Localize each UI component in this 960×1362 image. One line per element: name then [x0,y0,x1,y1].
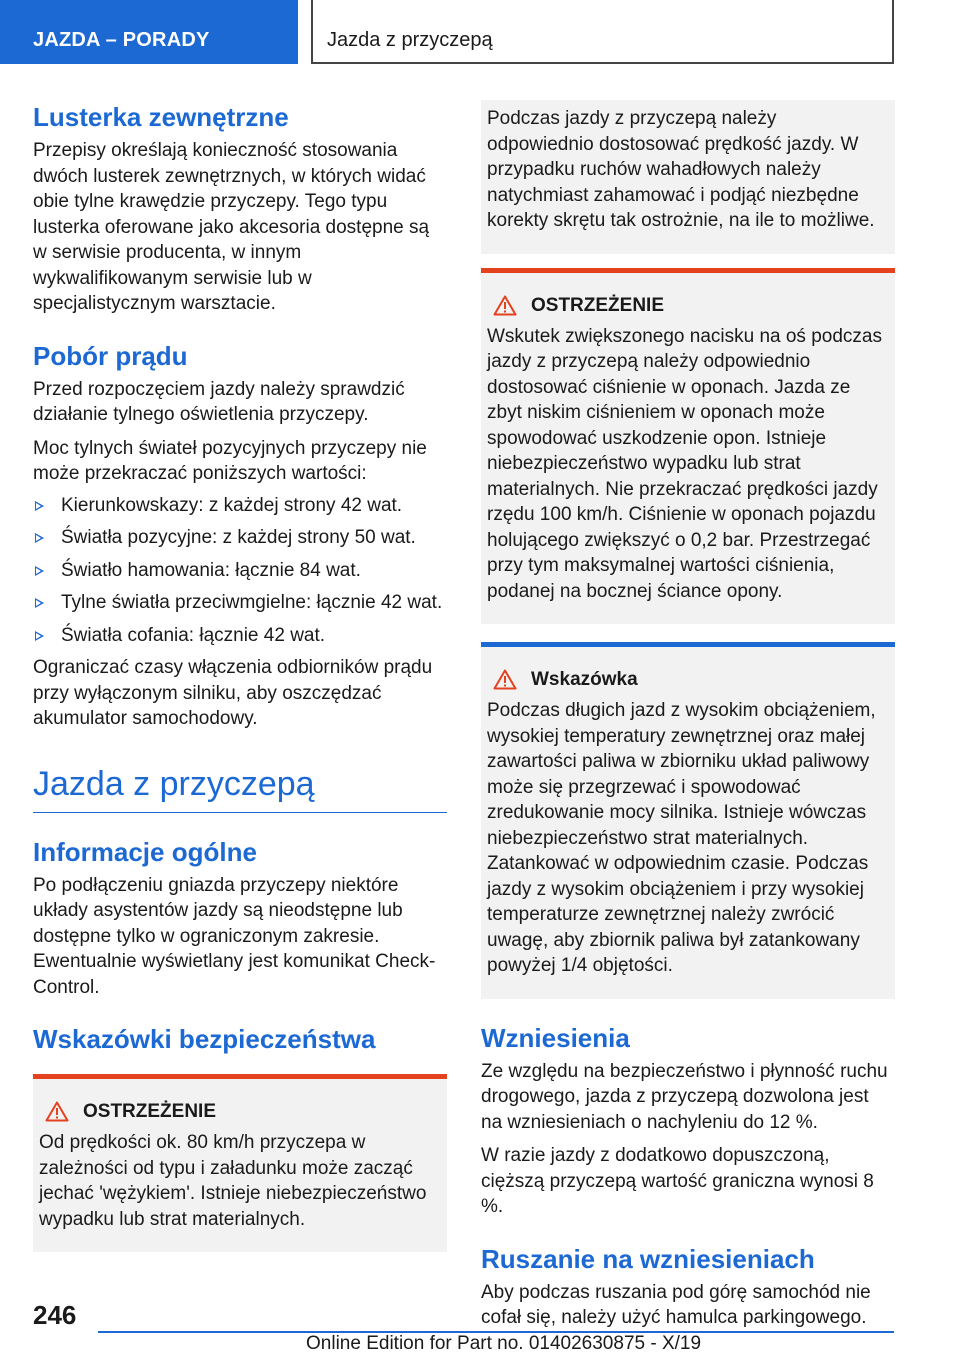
paragraph-mirrors: Przepisy określają konieczność stosowania dwóch lusterek zewnętrznych, w których widać obie tylne krawędzie przyczepy. Tego typu lusterka oferowane jako akcesoria dostępne są w serwisie producenta, w innym wykwalifikowanym serwisie lub w specjalistycznym warsztacie. [33,140,430,314]
note-title: Wskazówka [487,667,887,692]
footer-edition: Online Edition for Part no. 01402630875 - X/19 [306,1333,702,1354]
note-box [481,642,895,999]
triangle-bullet-icon [35,501,44,511]
note-text: Podczas długich jazd z wysokim obciążeniem, wysokiej temperatury zewnętrznej oraz małej zawartości paliwa w zbiorniku układ paliwowy może się przegrzewać i spowodować zredukowanie mocy silnika. Istnieje wówczas niebezpieczeństwo strat materialnych. Zatankować w odpowiednim czasie. Podczas jazdy z wysokim obciążeniem i przy wysokiej temperaturze zewnętrznej należy zwrócić uwagę, aby zbiornik paliwa był zatankowany powyżej 1/4 objętości. [487,700,876,976]
warning-triangle-icon [493,295,517,316]
continued-text: Podczas jazdy z przyczepą należy odpowiednio dostosować prędkość jazdy. W przypadku ruchów wahadłowych należy natychmiast zahamować i podjąć niezbędne korekty skrętu tak ostrożnie, na ile to możliwe. [487,108,875,231]
triangle-bullet-icon [35,631,44,641]
list-item: Światło hamowania: łącznie 84 wat. [33,558,447,584]
warning-triangle-icon [493,669,517,690]
paragraph-slopes-2: W razie jazdy z dodatkowo dopuszczoną, cięższą przyczepą wartość graniczna wynosi 8 %. [481,1145,874,1217]
heading-power: Pobór prądu [33,340,188,371]
warning-box [481,268,895,625]
list-item: Tylne światła przeciwmgielne: łącznie 42 wat. [33,590,447,616]
warning-triangle-icon [45,1101,69,1122]
list-item: Kierunkowskazy: z każdej strony 42 wat. [33,493,447,519]
chapter-title: Jazda z przyczepą [33,764,315,803]
section-header: JAZDA – PORADY [0,0,298,64]
power-limits-list [33,493,447,649]
heading-slopes: Wzniesienia [481,1022,630,1053]
warning-text: Od prędkości ok. 80 km/h przyczepa w zależności od typu i załadunku może zacząć jechać 'wężykiem'. Istnieje niebezpieczeństwo wypadku lub strat materialnych. [39,1132,427,1230]
heading-mirrors: Lusterka zewnętrzne [33,102,289,132]
triangle-bullet-icon [35,566,44,576]
heading-safety: Wskazówki bezpieczeństwa [33,1024,376,1054]
warning-title: OSTRZEŻENIE [487,293,887,318]
triangle-bullet-icon [35,598,44,608]
heading-general: Informacje ogólne [33,836,257,867]
paragraph-power-1: Przed rozpoczęciem jazdy należy sprawdzić działanie tylnego oświetlenia przyczepy. [33,378,405,425]
page-number: 246 [33,1300,77,1330]
paragraph-power-3: Ograniczać czasy włączenia odbiorników prądu przy wyłączonym silniku, aby oszczędzać akumulator samochodowy. [33,657,433,729]
right-column [481,100,895,1331]
left-column [33,100,447,1252]
warning-title: OSTRZEŻENIE [39,1099,439,1124]
warning-box [33,1074,447,1252]
heading-hill-start: Ruszanie na wzniesieniach [481,1243,815,1274]
paragraph-power-2: Moc tylnych świateł pozycyjnych przyczepy nie może przekraczać poniższych wartości: [33,437,427,484]
paragraph-general: Po podłączeniu gniazda przyczepy niektóre układy asystentów jazdy są nieodstępne lub dostępne tylko w ograniczonym zakresie. Ewentualnie wyświetlany jest komunikat Check-Control. [33,874,436,998]
warning-text: Wskutek zwiększonego nacisku na oś podczas jazdy z przyczepą należy odpowiednio dostosować ciśnienie w oponach. Jazda ze zbyt niskim ciśnieniem w oponach może spowodować uszkodzenie opon. Istnieje niebezpieczeństwo wypadku lub strat materialnych. Nie przekraczać prędkości jazdy rzędu 100 km/h. Ciśnienie w oponach pojazdu holującego zwiększyć o 0,2 bar. Przestrzegać przy tym maksymalnej wartości ciśnienia, podanej na bocznej ściance opony. [487,325,882,602]
list-item: Światła cofania: łącznie 42 wat. [33,623,447,649]
list-item: Światła pozycyjne: z każdej strony 50 wat. [33,525,447,551]
continued-box [481,100,895,254]
paragraph-hill-start: Aby podczas ruszania pod górę samochód nie cofał się, należy użyć hamulca parkingowego. [481,1281,871,1328]
triangle-bullet-icon [35,533,44,543]
topic-header: Jazda z przyczepą [311,0,894,64]
paragraph-slopes-1: Ze względu na bezpieczeństwo i płynność ruchu drogowego, jazda z przyczepą dozwolona jest na wzniesieniach o nachyleniu do 12 %. [481,1060,888,1133]
